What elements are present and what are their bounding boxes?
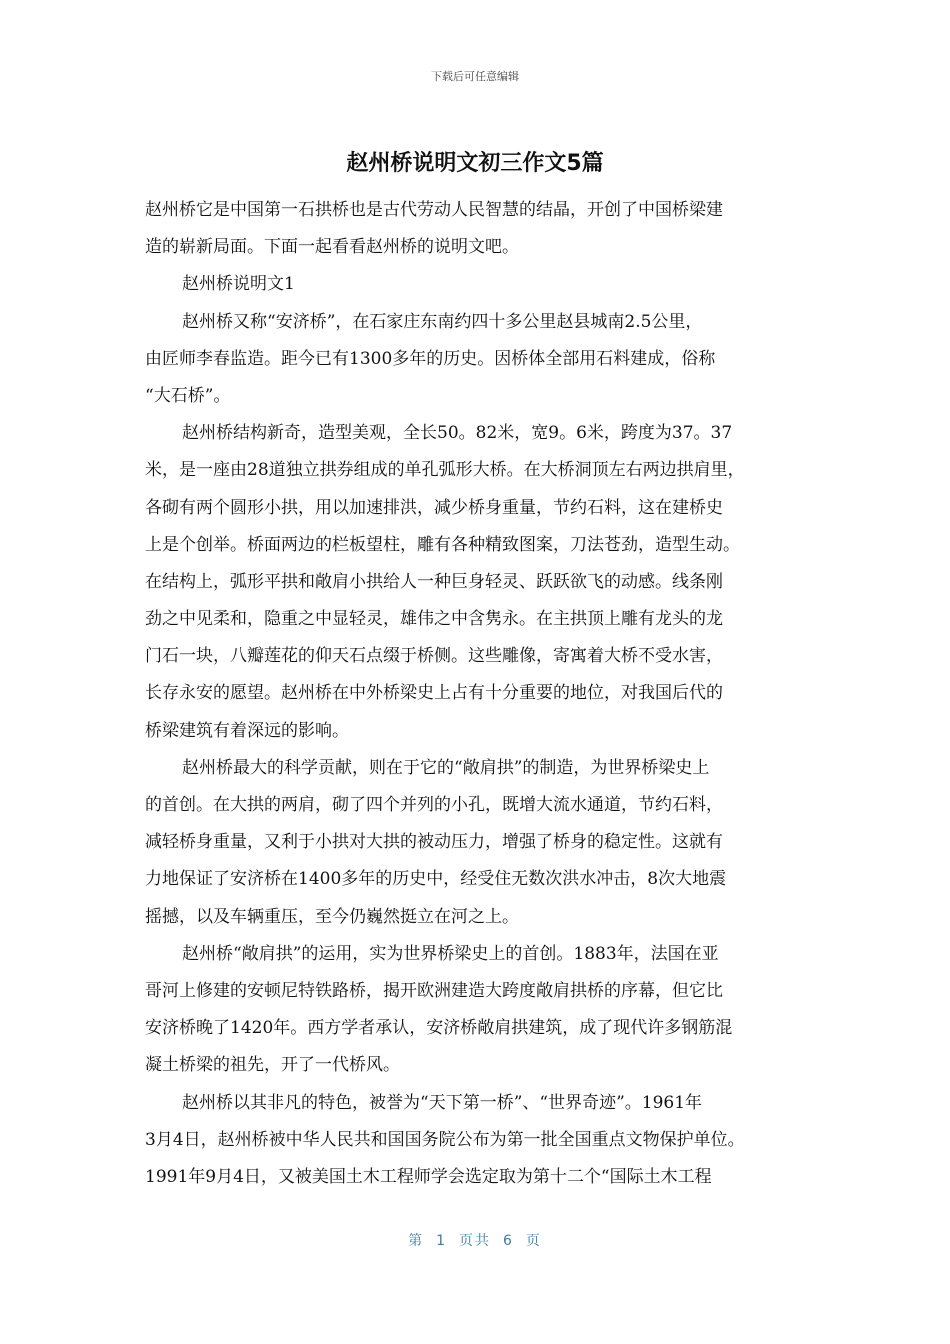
text-line: 凝土桥梁的祖先，开了一代桥风。 [145,1055,400,1076]
text-line: 由匠师李春监造。距今已有1300多年的历史。因桥体全部用石料建成，俗称 [145,348,716,369]
text-line: 赵州桥结构新奇，造型美观，全长50。82米，宽9。6米，跨度为37。37 [182,423,733,444]
footer-middle: 页共 [459,1233,491,1249]
footer-current-page: 1 [436,1233,447,1249]
text-line: 力地保证了安济桥在1400多年的历史中，经受住无数次洪水冲击，8次大地震 [145,869,727,890]
text-line: 劲之中见柔和，隐重之中显轻灵，雄伟之中含隽永。在主拱顶上雕有龙头的龙 [145,609,723,630]
text-line: 摇撼，以及车辆重压，至今仍巍然挺立在河之上。 [145,906,519,927]
text-line: 赵州桥又称“安济桥”，在石家庄东南约四十多公里赵县城南2.5公里， [182,311,703,332]
footer-total-pages: 6 [503,1233,514,1249]
document-title: 赵州桥说明文初三作文5篇 [346,151,604,176]
text-line: 长存永安的愿望。赵州桥在中外桥梁史上占有十分重要的地位，对我国后代的 [145,683,723,704]
article-body [145,192,825,1196]
text-line: 赵州桥以其非凡的特色，被誉为“天下第一桥”、“世界奇迹”。1961年 [182,1092,703,1113]
footer-prefix: 第 [408,1233,425,1249]
text-line: 3月4日，赵州桥被中华人民共和国国务院公布为第一批全国重点文物保护单位。 [145,1129,745,1150]
text-line: 门石一块，八瓣莲花的仰天石点缀于桥侧。这些雕像，寄寓着大桥不受水害， [145,646,723,667]
page-footer [0,1230,950,1250]
text-line: 米，是一座由28道独立拱券组成的单孔弧形大桥。在大桥洞顶左右两边拱肩里， [145,460,745,481]
text-line: 哥河上修建的安顿尼特铁路桥，揭开欧洲建造大跨度敞肩拱桥的序幕，但它比 [145,980,723,1001]
text-line: 桥梁建筑有着深远的影响。 [145,720,349,741]
text-line: 赵州桥“敞肩拱”的运用，实为世界桥梁史上的首创。1883年，法国在亚 [182,943,719,964]
text-line: 赵州桥它是中国第一石拱桥也是古代劳动人民智慧的结晶，开创了中国桥梁建 [145,200,723,220]
text-line: 1991年9月4日，又被美国土木工程师学会选定取为第十二个“国际土木工程 [145,1166,712,1187]
text-line: 造的崭新局面。下面一起看看赵州桥的说明文吧。 [145,237,519,258]
text-line: 减轻桥身重量，又利于小拱对大拱的被动压力，增强了桥身的稳定性。这就有 [145,832,723,853]
text-line: 赵州桥最大的科学贡献，则在于它的“敞肩拱”的制造，为世界桥梁史上 [182,757,710,778]
page-header-note: 下载后可任意编辑 [431,70,519,83]
text-line: 各砌有两个圆形小拱，用以加速排洪，减少桥身重量，节约石料，这在建桥史 [145,497,723,518]
text-line: 的首创。在大拱的两肩，砌了四个并列的小孔，既增大流水通道，节约石料， [145,795,723,815]
text-line: 上是个创举。桥面两边的栏板望柱，雕有各种精致图案，刀法苍劲，造型生动。 [145,534,740,555]
text-line: 在结构上，弧形平拱和敞肩小拱给人一种巨身轻灵、跃跃欲飞的动感。线条刚 [145,571,723,592]
footer-suffix: 页 [525,1233,542,1249]
text-line: 赵州桥说明文1 [182,274,295,295]
text-line: “大石桥”。 [145,385,231,406]
text-line: 安济桥晚了1420年。西方学者承认，安济桥敞肩拱建筑，成了现代许多钢筋混 [145,1018,733,1039]
